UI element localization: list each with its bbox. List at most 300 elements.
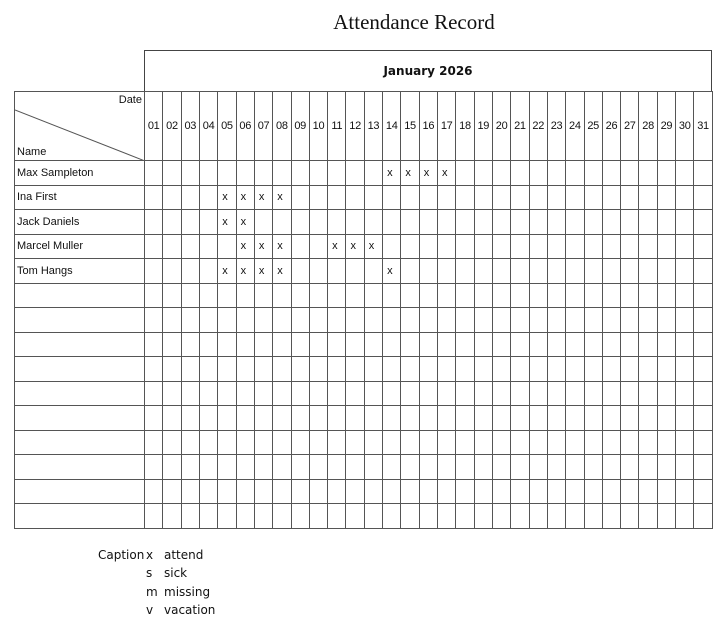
attendance-cell-12[interactable]	[346, 430, 364, 455]
attendance-cell-25[interactable]	[584, 283, 602, 308]
attendance-cell-26[interactable]	[602, 430, 620, 455]
attendance-cell-29[interactable]	[657, 357, 675, 382]
attendance-cell-11[interactable]	[328, 161, 346, 186]
attendance-cell-30[interactable]	[676, 234, 694, 259]
attendance-cell-09[interactable]	[291, 430, 309, 455]
attendance-cell-25[interactable]	[584, 210, 602, 235]
attendance-cell-19[interactable]	[474, 185, 492, 210]
attendance-cell-14[interactable]	[383, 357, 401, 382]
attendance-cell-23[interactable]	[547, 479, 565, 504]
attendance-cell-14[interactable]	[383, 332, 401, 357]
attendance-cell-11[interactable]	[328, 332, 346, 357]
attendance-cell-05[interactable]	[218, 283, 236, 308]
attendance-cell-14[interactable]: x	[383, 161, 401, 186]
attendance-cell-23[interactable]	[547, 234, 565, 259]
attendance-cell-04[interactable]	[199, 234, 217, 259]
attendance-cell-27[interactable]	[621, 259, 639, 284]
attendance-cell-17[interactable]: x	[438, 161, 456, 186]
attendance-cell-24[interactable]	[566, 234, 584, 259]
attendance-cell-20[interactable]	[492, 381, 510, 406]
attendance-cell-04[interactable]	[199, 308, 217, 333]
attendance-cell-05[interactable]	[218, 161, 236, 186]
attendance-cell-24[interactable]	[566, 381, 584, 406]
attendance-cell-18[interactable]	[456, 357, 474, 382]
attendance-cell-11[interactable]	[328, 283, 346, 308]
attendance-cell-23[interactable]	[547, 406, 565, 431]
attendance-cell-07[interactable]	[254, 357, 272, 382]
attendance-cell-22[interactable]	[529, 455, 547, 480]
attendance-cell-01[interactable]	[145, 332, 163, 357]
attendance-cell-28[interactable]	[639, 259, 657, 284]
attendance-cell-12[interactable]	[346, 210, 364, 235]
attendance-cell-24[interactable]	[566, 406, 584, 431]
attendance-cell-24[interactable]	[566, 308, 584, 333]
attendance-cell-08[interactable]	[273, 504, 291, 529]
attendance-cell-24[interactable]	[566, 504, 584, 529]
attendance-cell-28[interactable]	[639, 161, 657, 186]
attendance-cell-12[interactable]	[346, 381, 364, 406]
attendance-cell-02[interactable]	[163, 210, 181, 235]
attendance-cell-19[interactable]	[474, 406, 492, 431]
attendance-cell-01[interactable]	[145, 504, 163, 529]
attendance-cell-02[interactable]	[163, 185, 181, 210]
attendance-cell-18[interactable]	[456, 430, 474, 455]
attendance-cell-05[interactable]: x	[218, 185, 236, 210]
attendance-cell-27[interactable]	[621, 234, 639, 259]
attendance-cell-31[interactable]	[694, 185, 712, 210]
attendance-cell-30[interactable]	[676, 357, 694, 382]
attendance-cell-10[interactable]	[309, 234, 327, 259]
attendance-cell-08[interactable]	[273, 283, 291, 308]
attendance-cell-24[interactable]	[566, 430, 584, 455]
attendance-cell-04[interactable]	[199, 455, 217, 480]
attendance-cell-30[interactable]	[676, 185, 694, 210]
attendance-cell-17[interactable]	[438, 234, 456, 259]
name-cell[interactable]: Marcel Muller	[15, 234, 145, 259]
attendance-cell-05[interactable]	[218, 234, 236, 259]
attendance-cell-11[interactable]	[328, 381, 346, 406]
attendance-cell-04[interactable]	[199, 430, 217, 455]
name-cell[interactable]	[15, 479, 145, 504]
attendance-cell-15[interactable]	[401, 357, 419, 382]
attendance-cell-10[interactable]	[309, 504, 327, 529]
attendance-cell-13[interactable]	[364, 430, 382, 455]
attendance-cell-12[interactable]	[346, 185, 364, 210]
attendance-cell-21[interactable]	[511, 161, 529, 186]
attendance-cell-16[interactable]	[419, 332, 437, 357]
name-cell[interactable]: Ina First	[15, 185, 145, 210]
attendance-cell-05[interactable]	[218, 406, 236, 431]
attendance-cell-08[interactable]: x	[273, 259, 291, 284]
attendance-cell-10[interactable]	[309, 357, 327, 382]
attendance-cell-18[interactable]	[456, 210, 474, 235]
attendance-cell-11[interactable]	[328, 185, 346, 210]
attendance-cell-21[interactable]	[511, 381, 529, 406]
attendance-cell-03[interactable]	[181, 185, 199, 210]
attendance-cell-31[interactable]	[694, 308, 712, 333]
attendance-cell-02[interactable]	[163, 259, 181, 284]
attendance-cell-21[interactable]	[511, 308, 529, 333]
attendance-cell-27[interactable]	[621, 210, 639, 235]
attendance-cell-16[interactable]	[419, 308, 437, 333]
attendance-cell-21[interactable]	[511, 210, 529, 235]
attendance-cell-18[interactable]	[456, 185, 474, 210]
attendance-cell-18[interactable]	[456, 308, 474, 333]
attendance-cell-13[interactable]	[364, 357, 382, 382]
attendance-cell-02[interactable]	[163, 504, 181, 529]
attendance-cell-31[interactable]	[694, 283, 712, 308]
attendance-cell-17[interactable]	[438, 430, 456, 455]
attendance-cell-19[interactable]	[474, 332, 492, 357]
name-cell[interactable]: Tom Hangs	[15, 259, 145, 284]
attendance-cell-01[interactable]	[145, 234, 163, 259]
attendance-cell-04[interactable]	[199, 210, 217, 235]
attendance-cell-05[interactable]	[218, 381, 236, 406]
attendance-cell-08[interactable]: x	[273, 185, 291, 210]
attendance-cell-14[interactable]	[383, 308, 401, 333]
attendance-cell-13[interactable]	[364, 185, 382, 210]
attendance-cell-22[interactable]	[529, 332, 547, 357]
attendance-cell-07[interactable]: x	[254, 259, 272, 284]
attendance-cell-18[interactable]	[456, 332, 474, 357]
attendance-cell-12[interactable]	[346, 283, 364, 308]
attendance-cell-01[interactable]	[145, 455, 163, 480]
attendance-cell-26[interactable]	[602, 332, 620, 357]
attendance-cell-06[interactable]: x	[236, 234, 254, 259]
attendance-cell-20[interactable]	[492, 259, 510, 284]
attendance-cell-01[interactable]	[145, 406, 163, 431]
attendance-cell-30[interactable]	[676, 259, 694, 284]
attendance-cell-01[interactable]	[145, 357, 163, 382]
attendance-cell-12[interactable]: x	[346, 234, 364, 259]
attendance-cell-31[interactable]	[694, 357, 712, 382]
attendance-cell-02[interactable]	[163, 283, 181, 308]
attendance-cell-04[interactable]	[199, 259, 217, 284]
attendance-cell-18[interactable]	[456, 504, 474, 529]
attendance-cell-07[interactable]	[254, 210, 272, 235]
attendance-cell-04[interactable]	[199, 504, 217, 529]
attendance-cell-23[interactable]	[547, 455, 565, 480]
attendance-cell-25[interactable]	[584, 259, 602, 284]
attendance-cell-19[interactable]	[474, 357, 492, 382]
attendance-cell-07[interactable]: x	[254, 234, 272, 259]
attendance-cell-21[interactable]	[511, 430, 529, 455]
attendance-cell-12[interactable]	[346, 332, 364, 357]
attendance-cell-04[interactable]	[199, 381, 217, 406]
attendance-cell-24[interactable]	[566, 479, 584, 504]
attendance-cell-27[interactable]	[621, 455, 639, 480]
attendance-cell-11[interactable]	[328, 357, 346, 382]
attendance-cell-28[interactable]	[639, 381, 657, 406]
attendance-cell-29[interactable]	[657, 381, 675, 406]
attendance-cell-17[interactable]	[438, 504, 456, 529]
attendance-cell-14[interactable]	[383, 210, 401, 235]
attendance-cell-03[interactable]	[181, 259, 199, 284]
attendance-cell-14[interactable]	[383, 283, 401, 308]
attendance-cell-16[interactable]	[419, 185, 437, 210]
attendance-cell-23[interactable]	[547, 430, 565, 455]
attendance-cell-09[interactable]	[291, 504, 309, 529]
attendance-cell-30[interactable]	[676, 455, 694, 480]
attendance-cell-14[interactable]	[383, 406, 401, 431]
attendance-cell-31[interactable]	[694, 406, 712, 431]
attendance-cell-28[interactable]	[639, 504, 657, 529]
attendance-cell-18[interactable]	[456, 455, 474, 480]
attendance-cell-03[interactable]	[181, 406, 199, 431]
attendance-cell-16[interactable]	[419, 234, 437, 259]
attendance-cell-31[interactable]	[694, 455, 712, 480]
attendance-cell-29[interactable]	[657, 430, 675, 455]
attendance-cell-01[interactable]	[145, 479, 163, 504]
attendance-cell-23[interactable]	[547, 259, 565, 284]
attendance-cell-02[interactable]	[163, 308, 181, 333]
attendance-cell-29[interactable]	[657, 185, 675, 210]
attendance-cell-26[interactable]	[602, 479, 620, 504]
attendance-cell-05[interactable]	[218, 504, 236, 529]
attendance-cell-13[interactable]	[364, 308, 382, 333]
attendance-cell-16[interactable]	[419, 430, 437, 455]
attendance-cell-06[interactable]	[236, 381, 254, 406]
attendance-cell-22[interactable]	[529, 406, 547, 431]
attendance-cell-28[interactable]	[639, 308, 657, 333]
attendance-cell-02[interactable]	[163, 332, 181, 357]
attendance-cell-15[interactable]	[401, 479, 419, 504]
attendance-cell-05[interactable]	[218, 308, 236, 333]
attendance-cell-09[interactable]	[291, 308, 309, 333]
attendance-cell-13[interactable]: x	[364, 234, 382, 259]
attendance-cell-18[interactable]	[456, 283, 474, 308]
attendance-cell-25[interactable]	[584, 161, 602, 186]
attendance-cell-17[interactable]	[438, 381, 456, 406]
attendance-cell-11[interactable]	[328, 479, 346, 504]
attendance-cell-22[interactable]	[529, 161, 547, 186]
attendance-cell-16[interactable]	[419, 283, 437, 308]
attendance-cell-04[interactable]	[199, 406, 217, 431]
attendance-cell-13[interactable]	[364, 406, 382, 431]
attendance-cell-26[interactable]	[602, 283, 620, 308]
attendance-cell-31[interactable]	[694, 504, 712, 529]
attendance-cell-19[interactable]	[474, 430, 492, 455]
attendance-cell-10[interactable]	[309, 185, 327, 210]
attendance-cell-21[interactable]	[511, 259, 529, 284]
attendance-cell-25[interactable]	[584, 479, 602, 504]
attendance-cell-09[interactable]	[291, 479, 309, 504]
attendance-cell-12[interactable]	[346, 259, 364, 284]
attendance-cell-03[interactable]	[181, 308, 199, 333]
attendance-cell-15[interactable]	[401, 185, 419, 210]
attendance-cell-06[interactable]	[236, 357, 254, 382]
attendance-cell-12[interactable]	[346, 308, 364, 333]
attendance-cell-14[interactable]	[383, 185, 401, 210]
attendance-cell-21[interactable]	[511, 283, 529, 308]
attendance-cell-03[interactable]	[181, 381, 199, 406]
attendance-cell-21[interactable]	[511, 455, 529, 480]
attendance-cell-31[interactable]	[694, 234, 712, 259]
attendance-cell-24[interactable]	[566, 283, 584, 308]
attendance-cell-17[interactable]	[438, 308, 456, 333]
attendance-cell-20[interactable]	[492, 234, 510, 259]
attendance-cell-11[interactable]	[328, 259, 346, 284]
attendance-cell-06[interactable]	[236, 479, 254, 504]
attendance-cell-07[interactable]	[254, 381, 272, 406]
attendance-cell-11[interactable]	[328, 210, 346, 235]
attendance-cell-25[interactable]	[584, 234, 602, 259]
attendance-cell-11[interactable]	[328, 308, 346, 333]
attendance-cell-26[interactable]	[602, 406, 620, 431]
attendance-cell-10[interactable]	[309, 430, 327, 455]
attendance-cell-17[interactable]	[438, 406, 456, 431]
attendance-cell-07[interactable]	[254, 479, 272, 504]
attendance-cell-13[interactable]	[364, 283, 382, 308]
attendance-cell-07[interactable]	[254, 406, 272, 431]
attendance-cell-17[interactable]	[438, 185, 456, 210]
attendance-cell-09[interactable]	[291, 381, 309, 406]
attendance-cell-22[interactable]	[529, 381, 547, 406]
attendance-cell-07[interactable]	[254, 332, 272, 357]
attendance-cell-10[interactable]	[309, 308, 327, 333]
attendance-cell-10[interactable]	[309, 259, 327, 284]
attendance-cell-18[interactable]	[456, 406, 474, 431]
attendance-cell-30[interactable]	[676, 161, 694, 186]
attendance-cell-31[interactable]	[694, 430, 712, 455]
attendance-cell-21[interactable]	[511, 332, 529, 357]
attendance-cell-11[interactable]: x	[328, 234, 346, 259]
attendance-cell-20[interactable]	[492, 504, 510, 529]
attendance-cell-28[interactable]	[639, 210, 657, 235]
name-cell[interactable]	[15, 455, 145, 480]
name-cell[interactable]	[15, 406, 145, 431]
attendance-cell-28[interactable]	[639, 185, 657, 210]
attendance-cell-09[interactable]	[291, 332, 309, 357]
attendance-cell-30[interactable]	[676, 381, 694, 406]
attendance-cell-25[interactable]	[584, 185, 602, 210]
attendance-cell-18[interactable]	[456, 234, 474, 259]
attendance-cell-19[interactable]	[474, 283, 492, 308]
attendance-cell-30[interactable]	[676, 210, 694, 235]
attendance-cell-05[interactable]	[218, 332, 236, 357]
attendance-cell-19[interactable]	[474, 210, 492, 235]
attendance-cell-08[interactable]	[273, 357, 291, 382]
attendance-cell-06[interactable]	[236, 332, 254, 357]
attendance-cell-15[interactable]	[401, 283, 419, 308]
attendance-cell-08[interactable]	[273, 430, 291, 455]
attendance-cell-16[interactable]: x	[419, 161, 437, 186]
attendance-cell-29[interactable]	[657, 234, 675, 259]
attendance-cell-06[interactable]	[236, 308, 254, 333]
attendance-cell-12[interactable]	[346, 357, 364, 382]
attendance-cell-22[interactable]	[529, 308, 547, 333]
attendance-cell-01[interactable]	[145, 381, 163, 406]
attendance-cell-06[interactable]	[236, 430, 254, 455]
attendance-cell-06[interactable]: x	[236, 185, 254, 210]
attendance-cell-15[interactable]	[401, 504, 419, 529]
attendance-cell-12[interactable]	[346, 161, 364, 186]
attendance-cell-26[interactable]	[602, 259, 620, 284]
attendance-cell-26[interactable]	[602, 357, 620, 382]
attendance-cell-13[interactable]	[364, 504, 382, 529]
attendance-cell-29[interactable]	[657, 332, 675, 357]
attendance-cell-02[interactable]	[163, 234, 181, 259]
attendance-cell-28[interactable]	[639, 283, 657, 308]
attendance-cell-21[interactable]	[511, 479, 529, 504]
attendance-cell-29[interactable]	[657, 504, 675, 529]
attendance-cell-18[interactable]	[456, 381, 474, 406]
attendance-cell-28[interactable]	[639, 332, 657, 357]
attendance-cell-28[interactable]	[639, 455, 657, 480]
attendance-cell-30[interactable]	[676, 479, 694, 504]
attendance-cell-10[interactable]	[309, 381, 327, 406]
attendance-cell-20[interactable]	[492, 161, 510, 186]
attendance-cell-20[interactable]	[492, 332, 510, 357]
attendance-cell-13[interactable]	[364, 479, 382, 504]
name-cell[interactable]	[15, 283, 145, 308]
attendance-cell-15[interactable]	[401, 406, 419, 431]
attendance-cell-28[interactable]	[639, 430, 657, 455]
attendance-cell-07[interactable]	[254, 430, 272, 455]
attendance-cell-22[interactable]	[529, 185, 547, 210]
attendance-cell-02[interactable]	[163, 161, 181, 186]
attendance-cell-22[interactable]	[529, 234, 547, 259]
attendance-cell-26[interactable]	[602, 210, 620, 235]
attendance-cell-08[interactable]	[273, 308, 291, 333]
attendance-cell-31[interactable]	[694, 259, 712, 284]
attendance-cell-11[interactable]	[328, 406, 346, 431]
attendance-cell-01[interactable]	[145, 210, 163, 235]
attendance-cell-07[interactable]	[254, 308, 272, 333]
attendance-cell-03[interactable]	[181, 357, 199, 382]
attendance-cell-09[interactable]	[291, 161, 309, 186]
attendance-cell-15[interactable]	[401, 381, 419, 406]
attendance-cell-22[interactable]	[529, 210, 547, 235]
attendance-cell-14[interactable]	[383, 381, 401, 406]
attendance-cell-29[interactable]	[657, 455, 675, 480]
attendance-cell-26[interactable]	[602, 234, 620, 259]
attendance-cell-25[interactable]	[584, 332, 602, 357]
attendance-cell-25[interactable]	[584, 504, 602, 529]
attendance-cell-31[interactable]	[694, 332, 712, 357]
attendance-cell-17[interactable]	[438, 259, 456, 284]
attendance-cell-09[interactable]	[291, 357, 309, 382]
attendance-cell-25[interactable]	[584, 455, 602, 480]
attendance-cell-12[interactable]	[346, 406, 364, 431]
name-cell[interactable]	[15, 504, 145, 529]
attendance-cell-19[interactable]	[474, 234, 492, 259]
attendance-cell-17[interactable]	[438, 455, 456, 480]
attendance-cell-09[interactable]	[291, 283, 309, 308]
attendance-cell-01[interactable]	[145, 161, 163, 186]
attendance-cell-23[interactable]	[547, 210, 565, 235]
attendance-cell-24[interactable]	[566, 210, 584, 235]
attendance-cell-25[interactable]	[584, 357, 602, 382]
attendance-cell-30[interactable]	[676, 332, 694, 357]
attendance-cell-28[interactable]	[639, 406, 657, 431]
name-cell[interactable]: Jack Daniels	[15, 210, 145, 235]
attendance-cell-03[interactable]	[181, 430, 199, 455]
attendance-cell-24[interactable]	[566, 259, 584, 284]
attendance-cell-30[interactable]	[676, 308, 694, 333]
attendance-cell-13[interactable]	[364, 210, 382, 235]
attendance-cell-01[interactable]	[145, 259, 163, 284]
attendance-cell-06[interactable]	[236, 455, 254, 480]
attendance-cell-08[interactable]	[273, 381, 291, 406]
attendance-cell-26[interactable]	[602, 161, 620, 186]
attendance-cell-02[interactable]	[163, 479, 181, 504]
attendance-cell-03[interactable]	[181, 332, 199, 357]
attendance-cell-15[interactable]	[401, 455, 419, 480]
attendance-cell-10[interactable]	[309, 161, 327, 186]
attendance-cell-03[interactable]	[181, 210, 199, 235]
attendance-cell-16[interactable]	[419, 357, 437, 382]
